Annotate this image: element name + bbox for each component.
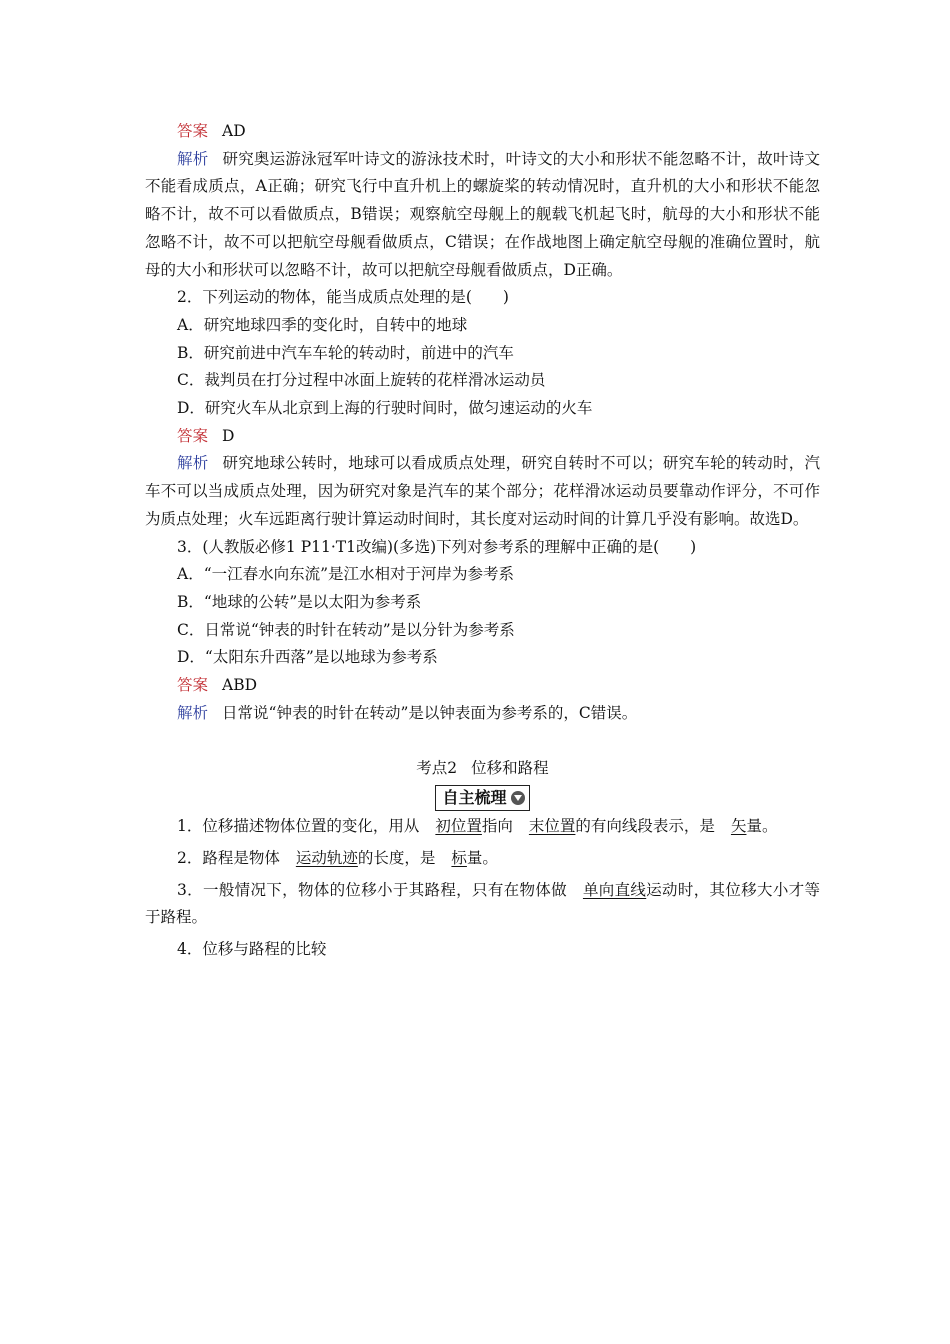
q2-answer-line bbox=[145, 423, 820, 451]
point-2-text-c: 的长度，是 bbox=[357, 848, 436, 867]
q3-answer: ABD bbox=[222, 676, 258, 695]
point-1 bbox=[145, 813, 820, 841]
q2-answer: D bbox=[222, 426, 235, 445]
q3-option-d: D．“太阳东升西落”是以地球为参考系 bbox=[177, 648, 438, 667]
q1-explanation-text: 研究奥运游泳冠军叶诗文的游泳技术时，叶诗文的大小和形状不能忽略不计，故叶诗文不能看成质点，A正确；研究飞行中直升机上的螺旋桨的转动情况时，直升机的大小和形状不能忽略不计，故不可以看做质点，B错误；观察航空母舰上的舰载飞机起飞时，航母的大小和形状不能忽略不计，故不可以把航空母舰看做质点，C错误；在作战地图上确定航空母舰的准确位置时，航母的大小和形状可以忽略不计，故可以把航空母舰看做质点，D正确。 bbox=[145, 149, 820, 279]
answer-tag: 答案 bbox=[177, 426, 209, 445]
blank-text: 标 bbox=[451, 848, 467, 867]
section-heading bbox=[145, 755, 820, 783]
point-2 bbox=[145, 845, 820, 873]
self-study-box-wrap bbox=[145, 785, 820, 811]
q2-option-c: C．裁判员在打分过程中冰面上旋转的花样滑冰运动员 bbox=[177, 371, 546, 390]
point-4: 4．位移与路程的比较 bbox=[177, 939, 327, 958]
point-1-text-a: 1．位移描述物体位置的变化，用从 bbox=[177, 817, 420, 836]
blank-initial-position bbox=[419, 817, 482, 835]
q2-explanation-text: 研究地球公转时，地球可以看成质点处理，研究自转时不可以；研究车轮的转动时，汽车不可以当成质点处理，因为研究对象是汽车的某个部分；花样滑冰运动员要靠动作评分，不可作为质点处理；火车远距离行驶计算运动时间时，其长度对运动时间的计算几乎没有影响。故选D。 bbox=[145, 454, 820, 528]
chevron-down-icon bbox=[511, 791, 525, 805]
q2-option-b: B．研究前进中汽车车轮的转动时，前进中的汽车 bbox=[177, 343, 514, 362]
blank-final-position bbox=[513, 817, 576, 835]
point-2-text-d: 量。 bbox=[466, 848, 498, 867]
q2-option-a: A．研究地球四季的变化时，自转中的地球 bbox=[177, 315, 468, 334]
q1-answer: AD bbox=[222, 122, 246, 140]
point-1-text-d: 的有向线段表示，是 bbox=[575, 817, 715, 836]
self-study-label: 自主梳理 bbox=[442, 788, 507, 808]
explanation-tag: 解析 bbox=[177, 149, 209, 168]
point-3 bbox=[145, 877, 820, 932]
blank-text: 初位置 bbox=[435, 817, 482, 836]
blank-scalar bbox=[435, 849, 467, 867]
point-1-text-e: 量。 bbox=[746, 817, 778, 836]
explanation-tag: 解析 bbox=[177, 454, 209, 473]
q3-option-b: B．“地球的公转”是以太阳为参考系 bbox=[177, 592, 422, 611]
q1-answer-line bbox=[145, 118, 820, 146]
answer-tag: 答案 bbox=[177, 122, 209, 140]
q3-option-c: C．日常说“钟表的时针在转动”是以分针为参考系 bbox=[177, 620, 515, 639]
q3-explanation-text: 日常说“钟表的时针在转动”是以钟表面为参考系的，C错误。 bbox=[222, 703, 638, 722]
q3-answer-line bbox=[145, 672, 820, 700]
blank-text: 末位置 bbox=[528, 817, 576, 836]
q3-stem: 3．(人教版必修1 P11·T1改编)(多选)下列对参考系的理解中正确的是( ) bbox=[177, 537, 697, 556]
point-2-text-a: 2．路程是物体 bbox=[177, 848, 280, 867]
blank-text: 运动轨迹 bbox=[295, 848, 358, 867]
point-3-text-a: 3．一般情况下，物体的位移小于其路程，只有在物体做 bbox=[177, 880, 567, 899]
q3-explanation bbox=[145, 700, 820, 728]
blank-vector bbox=[715, 817, 747, 835]
answer-tag: 答案 bbox=[177, 676, 209, 695]
section-number: 考点2 bbox=[416, 759, 458, 778]
blank-text: 单向直线 bbox=[582, 880, 647, 899]
self-study-box bbox=[435, 785, 529, 811]
document-page bbox=[145, 118, 820, 964]
q3-option-a: A．“一江春水向东流”是江水相对于河岸为参考系 bbox=[177, 565, 515, 584]
q2-explanation bbox=[145, 450, 820, 533]
point-3-text-c: 运动时，其位移大小才等于路程。 bbox=[145, 880, 820, 927]
blank-one-way-line bbox=[567, 881, 646, 899]
point-1-text-c: 指向 bbox=[481, 817, 513, 836]
q2-option-d: D．研究火车从北京到上海的行驶时间时，做匀速运动的火车 bbox=[177, 399, 593, 418]
q2-stem: 2．下列运动的物体，能当成质点处理的是( ) bbox=[177, 288, 509, 307]
explanation-tag: 解析 bbox=[177, 703, 209, 722]
section-title: 位移和路程 bbox=[471, 759, 549, 778]
blank-trajectory bbox=[280, 849, 358, 867]
blank-text: 矢 bbox=[730, 817, 747, 836]
q1-explanation bbox=[145, 146, 820, 285]
